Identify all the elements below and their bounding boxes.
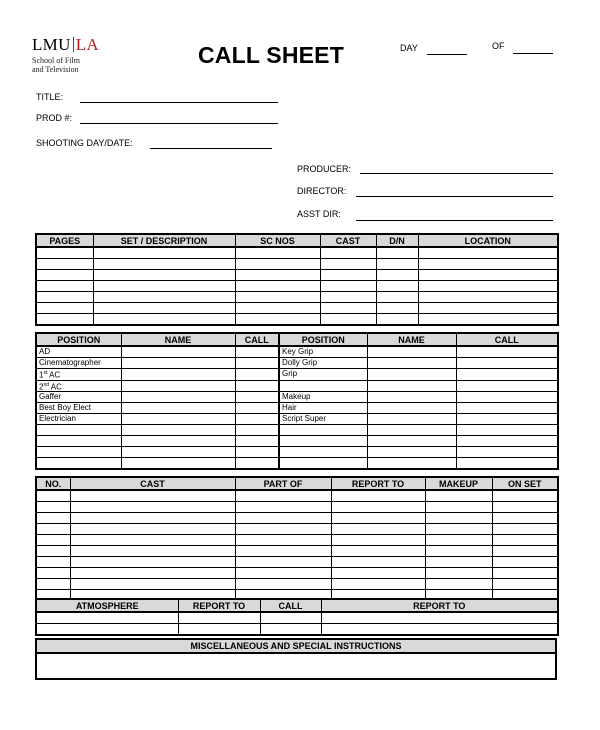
- crew-header-row: [36, 333, 558, 346]
- crew-position-left: Gaffer: [36, 392, 121, 403]
- table-cell[interactable]: [320, 270, 376, 281]
- table-cell[interactable]: [70, 557, 235, 568]
- crew-body[interactable]: [36, 346, 558, 469]
- table-cell[interactable]: [331, 557, 425, 568]
- table-cell[interactable]: [320, 292, 376, 303]
- table-cell[interactable]: [425, 546, 492, 557]
- table-cell[interactable]: [36, 524, 70, 535]
- table-cell[interactable]: [367, 436, 456, 447]
- day-field[interactable]: [427, 54, 467, 55]
- table-cell[interactable]: [235, 259, 320, 270]
- crew-position-left: Best Boy Elect: [36, 403, 121, 414]
- table-cell[interactable]: [121, 436, 235, 447]
- cast-table: [35, 476, 559, 602]
- crew-position-left: Cinematographer: [36, 358, 121, 369]
- crew-position-right: Grip: [279, 369, 367, 381]
- table-cell[interactable]: [456, 425, 558, 436]
- table-cell[interactable]: [331, 579, 425, 590]
- table-cell[interactable]: [36, 624, 178, 636]
- table-cell[interactable]: [121, 403, 235, 414]
- table-cell[interactable]: [235, 392, 279, 403]
- table-cell[interactable]: [260, 612, 321, 624]
- table-cell[interactable]: [425, 524, 492, 535]
- asst-dir-field[interactable]: [356, 220, 553, 221]
- table-cell[interactable]: [235, 502, 331, 513]
- table-cell[interactable]: [376, 270, 418, 281]
- crew-position-right: Key Grip: [279, 346, 367, 358]
- table-cell[interactable]: [492, 557, 558, 568]
- table-row: [36, 425, 558, 436]
- table-cell[interactable]: [425, 557, 492, 568]
- table-cell[interactable]: [492, 546, 558, 557]
- table-row: [36, 557, 558, 568]
- table-cell[interactable]: [320, 314, 376, 326]
- table-cell[interactable]: [418, 303, 558, 314]
- table-cell[interactable]: [425, 502, 492, 513]
- crew-position-right: [279, 380, 367, 392]
- table-cell[interactable]: [367, 447, 456, 458]
- table-cell[interactable]: [235, 358, 279, 369]
- table-cell[interactable]: [235, 314, 320, 326]
- logo-divider: [73, 37, 74, 52]
- prod-field[interactable]: [80, 123, 278, 124]
- table-cell[interactable]: [178, 624, 260, 636]
- table-cell[interactable]: [36, 513, 70, 524]
- cast-body[interactable]: [36, 490, 558, 601]
- table-row: [36, 447, 558, 458]
- col-dn: D/N: [376, 234, 418, 247]
- ordinal-suffix: st: [43, 370, 48, 376]
- document-title: CALL SHEET: [198, 42, 344, 68]
- table-cell[interactable]: [235, 303, 320, 314]
- table-row: [36, 546, 558, 557]
- table-cell[interactable]: [36, 458, 121, 470]
- table-cell[interactable]: [456, 414, 558, 425]
- col-atmo-report-to-2: REPORT TO: [321, 599, 558, 612]
- table-cell[interactable]: [367, 369, 456, 381]
- shooting-label: SHOOTING DAY/DATE:: [36, 138, 133, 148]
- table-cell[interactable]: [367, 392, 456, 403]
- table-cell[interactable]: [36, 490, 70, 502]
- logo-la: LA: [75, 35, 99, 54]
- table-cell[interactable]: [70, 579, 235, 590]
- title-field[interactable]: [80, 102, 278, 103]
- table-row: [36, 346, 558, 358]
- table-cell[interactable]: [36, 292, 93, 303]
- logo-sub-line2: and Television: [32, 65, 79, 74]
- col-cast-name: CAST: [70, 477, 235, 490]
- table-cell[interactable]: [93, 314, 235, 326]
- table-cell[interactable]: [235, 490, 331, 502]
- table-row: [36, 403, 558, 414]
- table-cell[interactable]: [93, 303, 235, 314]
- atmosphere-header-row: [36, 599, 558, 612]
- table-cell[interactable]: [331, 502, 425, 513]
- table-row: [36, 414, 558, 425]
- table-cell[interactable]: [367, 380, 456, 392]
- table-cell[interactable]: [456, 447, 558, 458]
- table-cell[interactable]: [425, 490, 492, 502]
- crew-position-right: Makeup: [279, 392, 367, 403]
- table-row: [36, 490, 558, 502]
- table-row: [36, 270, 558, 281]
- col-name-right: NAME: [367, 333, 456, 346]
- table-cell[interactable]: [235, 270, 320, 281]
- table-cell[interactable]: [492, 513, 558, 524]
- table-cell[interactable]: [36, 568, 70, 579]
- table-row: [36, 247, 558, 259]
- table-cell[interactable]: [279, 447, 367, 458]
- table-cell[interactable]: [331, 490, 425, 502]
- table-cell[interactable]: [418, 259, 558, 270]
- table-cell[interactable]: [320, 303, 376, 314]
- table-cell[interactable]: [456, 369, 558, 381]
- table-cell[interactable]: [121, 380, 235, 392]
- logo-subtitle: [32, 56, 99, 74]
- table-cell[interactable]: [418, 281, 558, 292]
- misc-instructions-header: MISCELLANEOUS AND SPECIAL INSTRUCTIONS: [37, 640, 555, 654]
- table-row: [36, 502, 558, 513]
- table-cell[interactable]: [367, 414, 456, 425]
- table-row: [36, 436, 558, 447]
- table-cell[interactable]: [418, 270, 558, 281]
- table-cell[interactable]: [121, 358, 235, 369]
- col-set-description: SET / DESCRIPTION: [93, 234, 235, 247]
- table-cell[interactable]: [93, 281, 235, 292]
- table-cell[interactable]: [36, 425, 121, 436]
- table-row: [36, 612, 558, 624]
- table-cell[interactable]: [93, 270, 235, 281]
- logo-wordmark: [32, 36, 99, 54]
- misc-instructions-box[interactable]: [35, 638, 557, 680]
- table-cell[interactable]: [121, 392, 235, 403]
- prod-label: PROD #:: [36, 113, 73, 123]
- table-cell[interactable]: [279, 425, 367, 436]
- table-cell[interactable]: [425, 579, 492, 590]
- of-field[interactable]: [513, 53, 553, 54]
- col-atmo-call: CALL: [260, 599, 321, 612]
- table-cell[interactable]: [235, 568, 331, 579]
- col-pages: PAGES: [36, 234, 93, 247]
- col-atmo-report-to: REPORT TO: [178, 599, 260, 612]
- table-cell[interactable]: [36, 612, 178, 624]
- table-cell[interactable]: [121, 346, 235, 358]
- table-row: [36, 303, 558, 314]
- table-cell[interactable]: [376, 247, 418, 259]
- atmosphere-table: [35, 598, 559, 636]
- table-row: [36, 358, 558, 369]
- table-cell[interactable]: [235, 524, 331, 535]
- table-cell[interactable]: [235, 458, 279, 470]
- table-cell[interactable]: [178, 612, 260, 624]
- table-cell[interactable]: [36, 247, 93, 259]
- table-cell[interactable]: [376, 292, 418, 303]
- table-cell[interactable]: [235, 403, 279, 414]
- atmosphere-body[interactable]: [36, 612, 558, 635]
- logo-lmu: LMU: [32, 35, 71, 54]
- table-cell[interactable]: [36, 303, 93, 314]
- table-cell[interactable]: [36, 502, 70, 513]
- table-cell[interactable]: [70, 546, 235, 557]
- table-cell[interactable]: [36, 314, 93, 326]
- col-location: LOCATION: [418, 234, 558, 247]
- table-cell[interactable]: [376, 281, 418, 292]
- table-cell[interactable]: [367, 346, 456, 358]
- table-cell[interactable]: [492, 568, 558, 579]
- shooting-field[interactable]: [150, 148, 272, 149]
- table-cell[interactable]: [36, 579, 70, 590]
- table-row: [36, 392, 558, 403]
- table-cell[interactable]: [331, 535, 425, 546]
- table-cell[interactable]: [492, 490, 558, 502]
- col-part-of: PART OF: [235, 477, 331, 490]
- table-cell[interactable]: [235, 346, 279, 358]
- table-row: [36, 513, 558, 524]
- table-row: [36, 579, 558, 590]
- table-cell[interactable]: [367, 403, 456, 414]
- table-row: [36, 369, 558, 381]
- col-position-left: POSITION: [36, 333, 121, 346]
- table-cell[interactable]: [235, 281, 320, 292]
- table-cell[interactable]: [235, 546, 331, 557]
- table-cell[interactable]: [36, 535, 70, 546]
- table-cell[interactable]: [320, 281, 376, 292]
- table-cell[interactable]: [36, 436, 121, 447]
- crew-position-left: Electrician: [36, 414, 121, 425]
- table-cell[interactable]: [376, 314, 418, 326]
- col-sc-nos: SC NOS: [235, 234, 320, 247]
- table-cell[interactable]: [36, 557, 70, 568]
- table-cell[interactable]: [70, 535, 235, 546]
- producer-label: PRODUCER:: [297, 164, 352, 174]
- crew-position-left: AD: [36, 346, 121, 358]
- scenes-header-row: [36, 234, 558, 247]
- producer-field[interactable]: [360, 173, 553, 174]
- table-cell[interactable]: [425, 513, 492, 524]
- table-cell[interactable]: [456, 458, 558, 470]
- table-cell[interactable]: [279, 436, 367, 447]
- table-row: [36, 568, 558, 579]
- table-cell[interactable]: [425, 568, 492, 579]
- col-name-left: NAME: [121, 333, 235, 346]
- table-cell[interactable]: [235, 513, 331, 524]
- table-cell[interactable]: [418, 314, 558, 326]
- table-cell[interactable]: [367, 458, 456, 470]
- table-cell[interactable]: [492, 524, 558, 535]
- table-cell[interactable]: [36, 259, 93, 270]
- table-cell[interactable]: [456, 436, 558, 447]
- table-cell[interactable]: [320, 259, 376, 270]
- table-cell[interactable]: [331, 568, 425, 579]
- crew-position-left: [36, 369, 121, 381]
- table-cell[interactable]: [456, 403, 558, 414]
- col-call-right: CALL: [456, 333, 558, 346]
- table-cell[interactable]: [456, 392, 558, 403]
- table-cell[interactable]: [456, 380, 558, 392]
- crew-position-right: Dolly Grip: [279, 358, 367, 369]
- table-row: [36, 380, 558, 392]
- lmu-la-logo: [32, 36, 99, 74]
- cast-header-row: [36, 477, 558, 490]
- table-cell[interactable]: [235, 414, 279, 425]
- ordinal-number: 1: [39, 370, 44, 380]
- crew-position-right: Hair: [279, 403, 367, 414]
- table-cell[interactable]: [121, 369, 235, 381]
- crew-position-left: [36, 380, 121, 392]
- table-cell[interactable]: [279, 458, 367, 470]
- table-cell[interactable]: [121, 458, 235, 470]
- col-atmosphere: ATMOSPHERE: [36, 599, 178, 612]
- logo-sub-line1: School of Film: [32, 56, 81, 65]
- table-cell[interactable]: [235, 247, 320, 259]
- table-cell[interactable]: [36, 270, 93, 281]
- table-cell[interactable]: [456, 346, 558, 358]
- col-on-set: ON SET: [492, 477, 558, 490]
- scenes-table: [35, 233, 559, 326]
- table-cell[interactable]: [235, 292, 320, 303]
- table-cell[interactable]: [235, 369, 279, 381]
- col-makeup: MAKEUP: [425, 477, 492, 490]
- table-cell[interactable]: [235, 380, 279, 392]
- table-row: [36, 259, 558, 270]
- table-cell[interactable]: [321, 624, 558, 636]
- table-row: [36, 281, 558, 292]
- table-cell[interactable]: [321, 612, 558, 624]
- table-cell[interactable]: [70, 502, 235, 513]
- table-cell[interactable]: [235, 425, 279, 436]
- scenes-body[interactable]: [36, 247, 558, 325]
- table-cell[interactable]: [418, 292, 558, 303]
- col-position-right: POSITION: [279, 333, 367, 346]
- table-cell[interactable]: [93, 259, 235, 270]
- title-label: TITLE:: [36, 92, 64, 102]
- table-cell[interactable]: [121, 414, 235, 425]
- asst-dir-label: ASST DIR:: [297, 209, 341, 219]
- table-cell[interactable]: [331, 524, 425, 535]
- table-cell[interactable]: [121, 425, 235, 436]
- col-call-left: CALL: [235, 333, 279, 346]
- table-cell[interactable]: [492, 579, 558, 590]
- table-cell[interactable]: [456, 358, 558, 369]
- table-cell[interactable]: [36, 447, 121, 458]
- director-field[interactable]: [356, 196, 553, 197]
- table-cell[interactable]: [121, 447, 235, 458]
- ordinal-suffix: nd: [43, 381, 50, 388]
- table-cell[interactable]: [492, 502, 558, 513]
- table-row: [36, 292, 558, 303]
- col-report-to: REPORT TO: [331, 477, 425, 490]
- table-cell[interactable]: [320, 247, 376, 259]
- table-cell[interactable]: [235, 436, 279, 447]
- ordinal-number: 2: [39, 382, 44, 392]
- table-cell[interactable]: [331, 546, 425, 557]
- col-no: NO.: [36, 477, 70, 490]
- table-cell[interactable]: [70, 513, 235, 524]
- table-cell[interactable]: [492, 535, 558, 546]
- ac-label: AC: [49, 370, 61, 380]
- table-cell[interactable]: [70, 524, 235, 535]
- of-label: OF: [492, 41, 505, 51]
- ac-label: AC: [50, 382, 62, 392]
- table-cell[interactable]: [235, 557, 331, 568]
- director-label: DIRECTOR:: [297, 186, 347, 196]
- table-cell[interactable]: [235, 579, 331, 590]
- table-row: [36, 458, 558, 470]
- table-cell[interactable]: [376, 303, 418, 314]
- table-cell[interactable]: [70, 490, 235, 502]
- table-cell[interactable]: [367, 425, 456, 436]
- table-cell[interactable]: [93, 247, 235, 259]
- table-cell[interactable]: [260, 624, 321, 636]
- table-row: [36, 524, 558, 535]
- table-cell[interactable]: [36, 546, 70, 557]
- table-cell[interactable]: [235, 447, 279, 458]
- table-row: [36, 535, 558, 546]
- table-cell[interactable]: [93, 292, 235, 303]
- table-row: [36, 624, 558, 636]
- crew-table: [35, 332, 559, 470]
- table-cell[interactable]: [376, 259, 418, 270]
- table-row: [36, 314, 558, 326]
- table-cell[interactable]: [235, 535, 331, 546]
- table-cell[interactable]: [70, 568, 235, 579]
- col-cast: CAST: [320, 234, 376, 247]
- day-label: DAY: [400, 43, 418, 53]
- table-cell[interactable]: [418, 247, 558, 259]
- table-cell[interactable]: [425, 535, 492, 546]
- table-cell[interactable]: [36, 281, 93, 292]
- crew-position-right: Script Super: [279, 414, 367, 425]
- table-cell[interactable]: [367, 358, 456, 369]
- table-cell[interactable]: [331, 513, 425, 524]
